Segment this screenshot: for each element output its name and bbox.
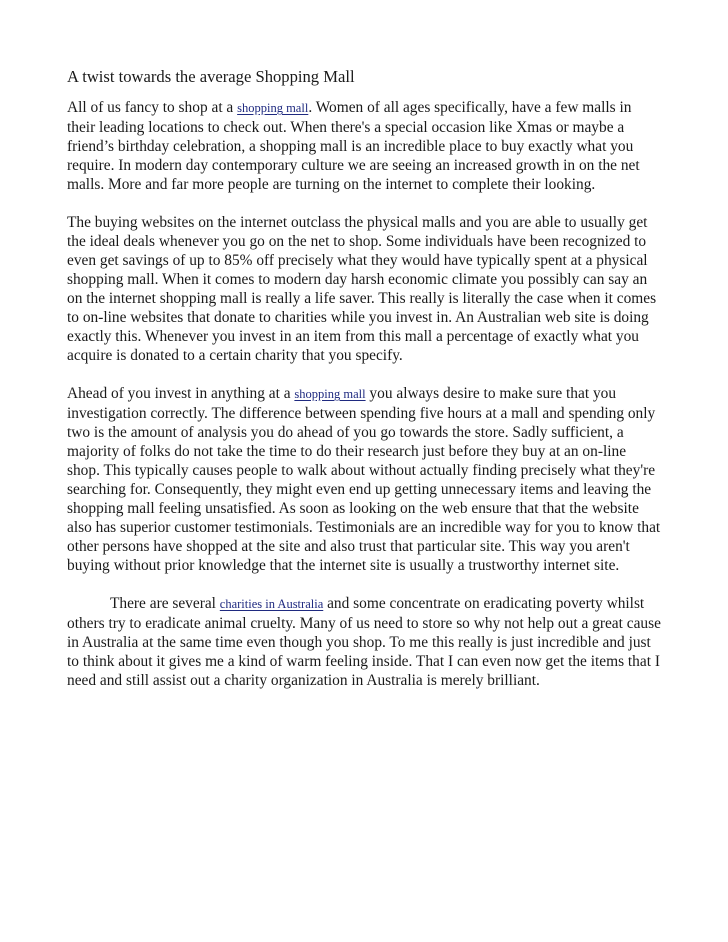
document-body: [67, 98, 662, 690]
paragraph-text: you always desire to make sure that you investigation correctly. The difference between spending five hours at a mall and spending only two is the amount of analysis you do ahead of you go towards the store. Sadly sufficient, a majority of folks do not take the time to do their research just before they buy at an on-line shop. This typically causes people to walk about without actually finding precisely what they're searching for. Consequently, they might even end up getting unnecessary items and leaving the shopping mall feeling unsatisfied. As soon as looking on the web ensure that that the website also has superior customer testimonials. Testimonials are an incredible way for you to know that other persons have shopped at the site and also trust that particular site. This way you aren't buying without prior knowledge that the internet site is usually a trustworthy internet site.: [67, 385, 661, 574]
paragraph-text: The buying websites on the internet outclass the physical malls and you are able to usually get the ideal deals whenever you go on the net to shop. Some individuals have been recognized to even get savings of up to 85% off precisely what they would have typically spent at a physical shopping mall. When it comes to modern day harsh economic climate you possibly can say an on the internet shopping mall is really a life saver. This really is literally the case when it comes to on-line websites that donate to charities while you invest in. An Australian web site is doing exactly this. Whenever you invest in an item from this mall a percentage of exactly what you acquire is donated to a certain charity that you specify.: [67, 214, 657, 364]
document-page: [67, 66, 662, 709]
paragraph: [67, 213, 662, 365]
paragraph-text: . Women of all ages specifically, have a few malls in their leading locations to check out. When there's a special occasion like Xmas or maybe a friend’s birthday celebration, a shopping mall is an incredible place to buy exactly what you require. In modern day contemporary culture we are seeing an increased growth in on the net malls. More and far more people are turning on the internet to complete their looking.: [67, 99, 640, 193]
paragraph-text: All of us fancy to shop at a: [67, 99, 238, 116]
inline-link[interactable]: shopping mall: [294, 387, 366, 401]
paragraph: [67, 384, 662, 575]
document-title: A twist towards the average Shopping Mall: [67, 67, 355, 86]
paragraph-text: There are several: [110, 595, 220, 612]
paragraph-text: and some concentrate on eradicating poverty whilst others try to eradicate animal cruelty. Many of us need to store so why not help out a great cause in Australia at the same time even though you shop. To me this really is just incredible and just to think about it gives me a kind of warm feeling inside. That I can even now get the items that I need and still assist out a charity organization in Australia is merely brilliant.: [67, 595, 661, 689]
paragraph-text: Ahead of you invest in anything at a: [67, 385, 295, 402]
paragraph: [67, 98, 662, 194]
paragraph: [67, 594, 662, 690]
inline-link[interactable]: shopping mall: [237, 101, 309, 115]
inline-link[interactable]: charities in Australia: [219, 597, 324, 611]
